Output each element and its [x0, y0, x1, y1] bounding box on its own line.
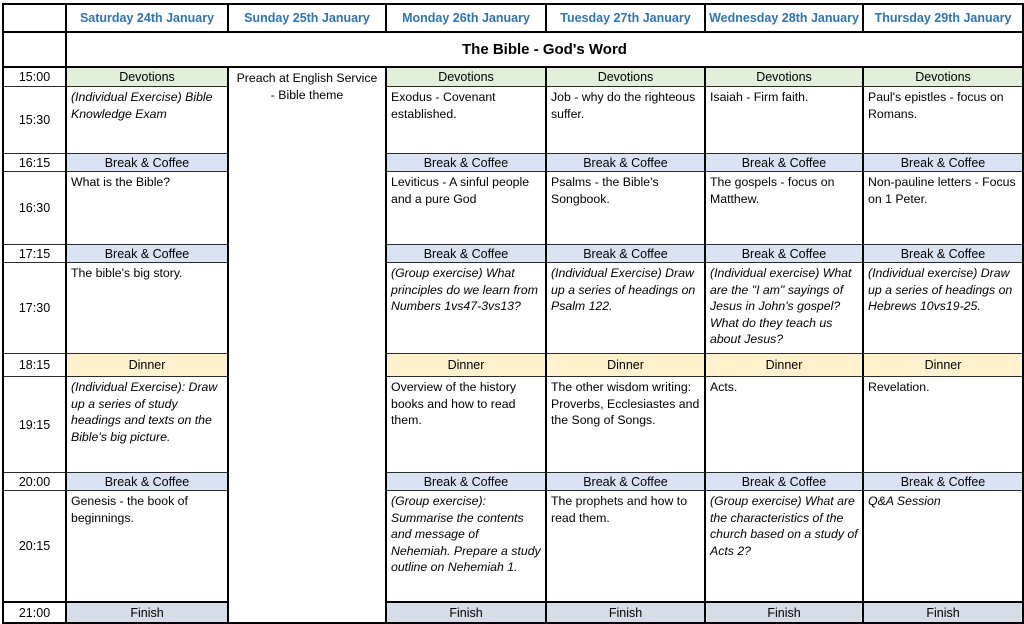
time-19-15: 19:15: [4, 377, 65, 473]
finish-band-monday: Finish: [385, 603, 545, 622]
time-15-00: 15:00: [4, 68, 65, 87]
session-thursday-15-30: Paul's epistles - focus on Romans.: [862, 87, 1022, 154]
break-band-monday-1715: Break & Coffee: [385, 245, 545, 263]
time-15-30: 15:30: [4, 87, 65, 154]
session-monday-15-30: Exodus - Covenant established.: [385, 87, 545, 154]
dinner-band-wednesday: Dinner: [704, 354, 862, 377]
session-thursday-19-15: Revelation.: [862, 377, 1022, 473]
title-row-time-cell: [4, 33, 65, 68]
session-wednesday-20-15: (Group exercise) What are the characteristics of the church based on a study of Acts 2?: [704, 491, 862, 603]
time-16-30: 16:30: [4, 172, 65, 245]
break-band-saturday-1615: Break & Coffee: [65, 154, 227, 172]
break-band-saturday-2000: Break & Coffee: [65, 473, 227, 491]
break-band-wednesday-1615: Break & Coffee: [704, 154, 862, 172]
session-monday-20-15: (Group exercise): Summarise the contents and message of Nehemiah. Prepare a study outline on Nehemiah 1.: [385, 491, 545, 603]
session-saturday-15-30: (Individual Exercise) Bible Knowledge Exam: [65, 87, 227, 154]
break-band-monday-2000: Break & Coffee: [385, 473, 545, 491]
break-band-wednesday-1715: Break & Coffee: [704, 245, 862, 263]
session-tuesday-20-15: The prophets and how to read them.: [545, 491, 704, 603]
break-band-tuesday-1715: Break & Coffee: [545, 245, 704, 263]
break-band-thursday-2000: Break & Coffee: [862, 473, 1022, 491]
day-header-saturday: Saturday 24th January: [65, 5, 227, 33]
session-wednesday-16-30: The gospels - focus on Matthew.: [704, 172, 862, 245]
break-band-saturday-1715: Break & Coffee: [65, 245, 227, 263]
devotions-band-wednesday: Devotions: [704, 68, 862, 87]
session-thursday-17-30: (Individual exercise) Draw up a series of headings on Hebrews 10vs19-25.: [862, 263, 1022, 354]
devotions-band-thursday: Devotions: [862, 68, 1022, 87]
day-header-thursday: Thursday 29th January: [862, 5, 1022, 33]
session-monday-16-30: Leviticus - A sinful people and a pure God: [385, 172, 545, 245]
page-title: The Bible - God's Word: [65, 33, 1022, 68]
time-20-15: 20:15: [4, 491, 65, 603]
session-saturday-20-15: Genesis - the book of beginnings.: [65, 491, 227, 603]
time-17-15: 17:15: [4, 245, 65, 263]
devotions-band-monday: Devotions: [385, 68, 545, 87]
break-band-wednesday-2000: Break & Coffee: [704, 473, 862, 491]
time-20-00: 20:00: [4, 473, 65, 491]
day-header-monday: Monday 26th January: [385, 5, 545, 33]
weekly-schedule-table: [2, 3, 1024, 624]
break-band-monday-1615: Break & Coffee: [385, 154, 545, 172]
dinner-band-thursday: Dinner: [862, 354, 1022, 377]
session-thursday-20-15: Q&A Session: [862, 491, 1022, 603]
session-saturday-17-30: The bible's big story.: [65, 263, 227, 354]
finish-band-thursday: Finish: [862, 603, 1022, 622]
session-saturday-16-30: What is the Bible?: [65, 172, 227, 245]
break-band-thursday-1615: Break & Coffee: [862, 154, 1022, 172]
time-17-30: 17:30: [4, 263, 65, 354]
session-tuesday-17-30: (Individual Exercise) Draw up a series of headings on Psalm 122.: [545, 263, 704, 354]
dinner-band-tuesday: Dinner: [545, 354, 704, 377]
session-wednesday-15-30: Isaiah - Firm faith.: [704, 87, 862, 154]
dinner-band-monday: Dinner: [385, 354, 545, 377]
devotions-band-tuesday: Devotions: [545, 68, 704, 87]
time-16-15: 16:15: [4, 154, 65, 172]
break-band-tuesday-1615: Break & Coffee: [545, 154, 704, 172]
time-21-00: 21:00: [4, 603, 65, 622]
dinner-band-saturday: Dinner: [65, 354, 227, 377]
session-tuesday-16-30: Psalms - the Bible's Songbook.: [545, 172, 704, 245]
break-band-thursday-1715: Break & Coffee: [862, 245, 1022, 263]
session-sunday-all-day: Preach at English Service - Bible theme: [227, 68, 385, 622]
session-tuesday-15-30: Job - why do the righteous suffer.: [545, 87, 704, 154]
time-18-15: 18:15: [4, 354, 65, 377]
session-monday-17-30: (Group exercise) What principles do we learn from Numbers 1vs47-3vs13?: [385, 263, 545, 354]
day-header-tuesday: Tuesday 27th January: [545, 5, 704, 33]
day-header-wednesday: Wednesday 28th January: [704, 5, 862, 33]
finish-band-wednesday: Finish: [704, 603, 862, 622]
session-wednesday-19-15: Acts.: [704, 377, 862, 473]
break-band-tuesday-2000: Break & Coffee: [545, 473, 704, 491]
session-tuesday-19-15: The other wisdom writing: Proverbs, Ecclesiastes and the Song of Songs.: [545, 377, 704, 473]
day-header-sunday: Sunday 25th January: [227, 5, 385, 33]
session-thursday-16-30: Non-pauline letters - Focus on 1 Peter.: [862, 172, 1022, 245]
session-wednesday-17-30: (Individual exercise) What are the "I am" sayings of Jesus in John's gospel? What do they teach us about Jesus?: [704, 263, 862, 354]
corner-cell: [4, 5, 65, 33]
finish-band-tuesday: Finish: [545, 603, 704, 622]
finish-band-saturday: Finish: [65, 603, 227, 622]
session-monday-19-15: Overview of the history books and how to read them.: [385, 377, 545, 473]
devotions-band-saturday: Devotions: [65, 68, 227, 87]
session-saturday-19-15: (Individual Exercise): Draw up a series of study headings and texts on the Bible's big picture.: [65, 377, 227, 473]
